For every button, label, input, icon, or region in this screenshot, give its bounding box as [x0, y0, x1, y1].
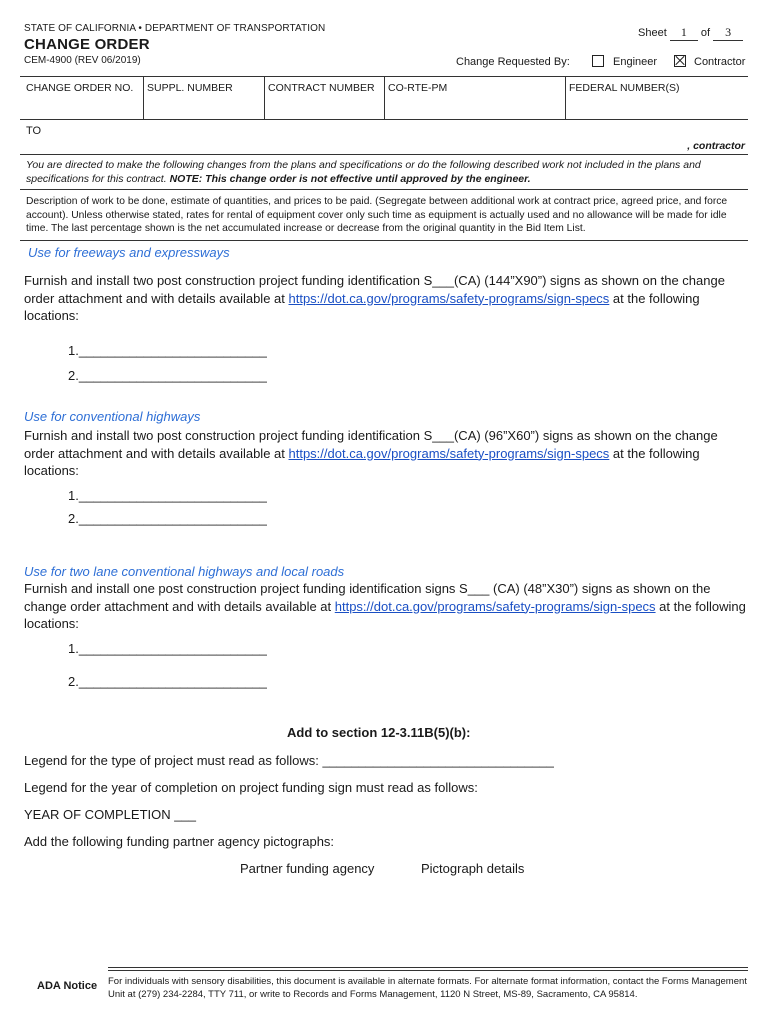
suppl-number-field[interactable]: SUPPL. NUMBER [147, 82, 233, 94]
note-label: NOTE: [169, 173, 203, 185]
section-text: at the following locations: [24, 598, 746, 631]
divider [264, 77, 265, 119]
sign-specs-link[interactable]: https://dot.ca.gov/programs/safety-programs/sign-specs [334, 598, 656, 614]
col-partner-agency: Partner funding agency [240, 861, 375, 876]
contractor-label: Contractor [694, 56, 746, 68]
co-rte-pm-field[interactable]: CO-RTE-PM [388, 82, 448, 94]
divider [20, 119, 748, 120]
location-line-1[interactable]: 1.__________________________ [68, 641, 267, 656]
to-field[interactable]: TO [26, 125, 42, 137]
form-title: CHANGE ORDER [24, 36, 150, 53]
legend-year-text: Legend for the year of completion on project funding sign must read as follows: [24, 780, 478, 795]
location-line-2[interactable]: 2.__________________________ [68, 368, 267, 383]
addendum-heading: Add to section 12-3.11B(5)(b): [287, 725, 471, 740]
federal-numbers-field[interactable]: FEDERAL NUMBER(S) [569, 82, 680, 94]
section-heading-conventional: Use for conventional highways [24, 409, 201, 424]
divider [20, 240, 748, 241]
legend-type-line[interactable]: Legend for the type of project must read as follows: ________________________________ [24, 753, 554, 768]
footer-rule [108, 967, 748, 968]
section-body-two-lane [24, 580, 748, 633]
description-instructions: Description of work to be done, estimate of quantities, and prices to be paid. (Segregate between additional work at contract price, agreed price, and force account). Unless otherwise stated, rates for rental of equipment cover only such time as equipment is actually used and no allowance will be made for idle time. The last percentage shown is the net accumulated increase or decrease from the original quantity in the Bid Item List. [26, 196, 728, 234]
divider [20, 154, 748, 155]
section-body-conventional [24, 427, 748, 480]
engineer-label: Engineer [613, 56, 658, 68]
ada-notice-text: For individuals with sensory disabilities, this document is available in alternate formats. For alternate format information, contact the Forms Management Unit at (279) 234-2284, TTY 711, or write to Records and Forms Management, 1120 N Street, MS-89, Sacramento, CA 95814. [108, 976, 747, 1000]
sheet-indicator [638, 25, 743, 41]
agency-name: STATE OF CALIFORNIA • DEPARTMENT OF TRANSPORTATION [24, 23, 326, 34]
section-text: Furnish and install one post construction project funding identification signs S___ (CA) (48”X30”) signs as shown on the change order attachment and with details available at [24, 581, 711, 614]
change-order-no-field[interactable]: CHANGE ORDER NO. [26, 82, 134, 94]
year-of-completion-line[interactable]: YEAR OF COMPLETION ___ [24, 807, 196, 822]
sheet-number-field[interactable]: 1 [670, 25, 698, 41]
sign-specs-link[interactable]: https://dot.ca.gov/programs/safety-programs/sign-specs [288, 445, 610, 461]
divider [565, 77, 566, 119]
section-text: Furnish and install two post construction project funding identification S___(CA) (96”X60”) signs as shown on the change order attachment and with details available at [24, 428, 718, 461]
requested-by-label: Change Requested By: [456, 56, 570, 68]
location-line-2[interactable]: 2.__________________________ [68, 674, 267, 689]
col-pictograph-details: Pictograph details [421, 861, 525, 876]
of-label: of [700, 27, 711, 39]
ada-notice-label: ADA Notice [37, 980, 98, 992]
directive-body: You are directed to make the following changes from the plans and specifications or do the following described work not included in the plans and specifications for this contract. [26, 159, 701, 185]
sign-specs-link[interactable]: https://dot.ca.gov/programs/safety-programs/sign-specs [288, 290, 610, 306]
section-heading-two-lane: Use for two lane conventional highways and local roads [24, 564, 345, 579]
sheet-total-field[interactable]: 3 [713, 25, 743, 41]
section-text: Furnish and install two post construction project funding identification S___(CA) (144”X90”) signs as shown on the change order attachment and with details available at [24, 273, 725, 306]
section-body-freeways [24, 272, 748, 325]
pictographs-text: Add the following funding partner agency pictographs: [24, 834, 335, 849]
footer-rule [108, 970, 748, 971]
section-text: at the following locations: [24, 290, 700, 323]
engineer-checkbox[interactable] [592, 55, 604, 67]
contractor-checkbox[interactable] [674, 55, 686, 67]
divider [143, 77, 144, 119]
form-id: CEM-4900 (REV 06/2019) [24, 55, 141, 66]
location-line-1[interactable]: 1.__________________________ [68, 488, 267, 503]
section-text: at the following locations: [24, 445, 700, 478]
contractor-suffix: , contractor [687, 140, 745, 152]
directive-text [26, 158, 748, 186]
contract-number-field[interactable]: CONTRACT NUMBER [268, 82, 375, 94]
location-line-2[interactable]: 2.__________________________ [68, 511, 267, 526]
divider [20, 189, 748, 190]
location-line-1[interactable]: 1.__________________________ [68, 343, 267, 358]
note-text: This change order is not effective until approved by the engineer. [205, 173, 531, 185]
sheet-label: Sheet [638, 27, 667, 39]
divider [384, 77, 385, 119]
section-heading-freeways: Use for freeways and expressways [28, 245, 230, 260]
